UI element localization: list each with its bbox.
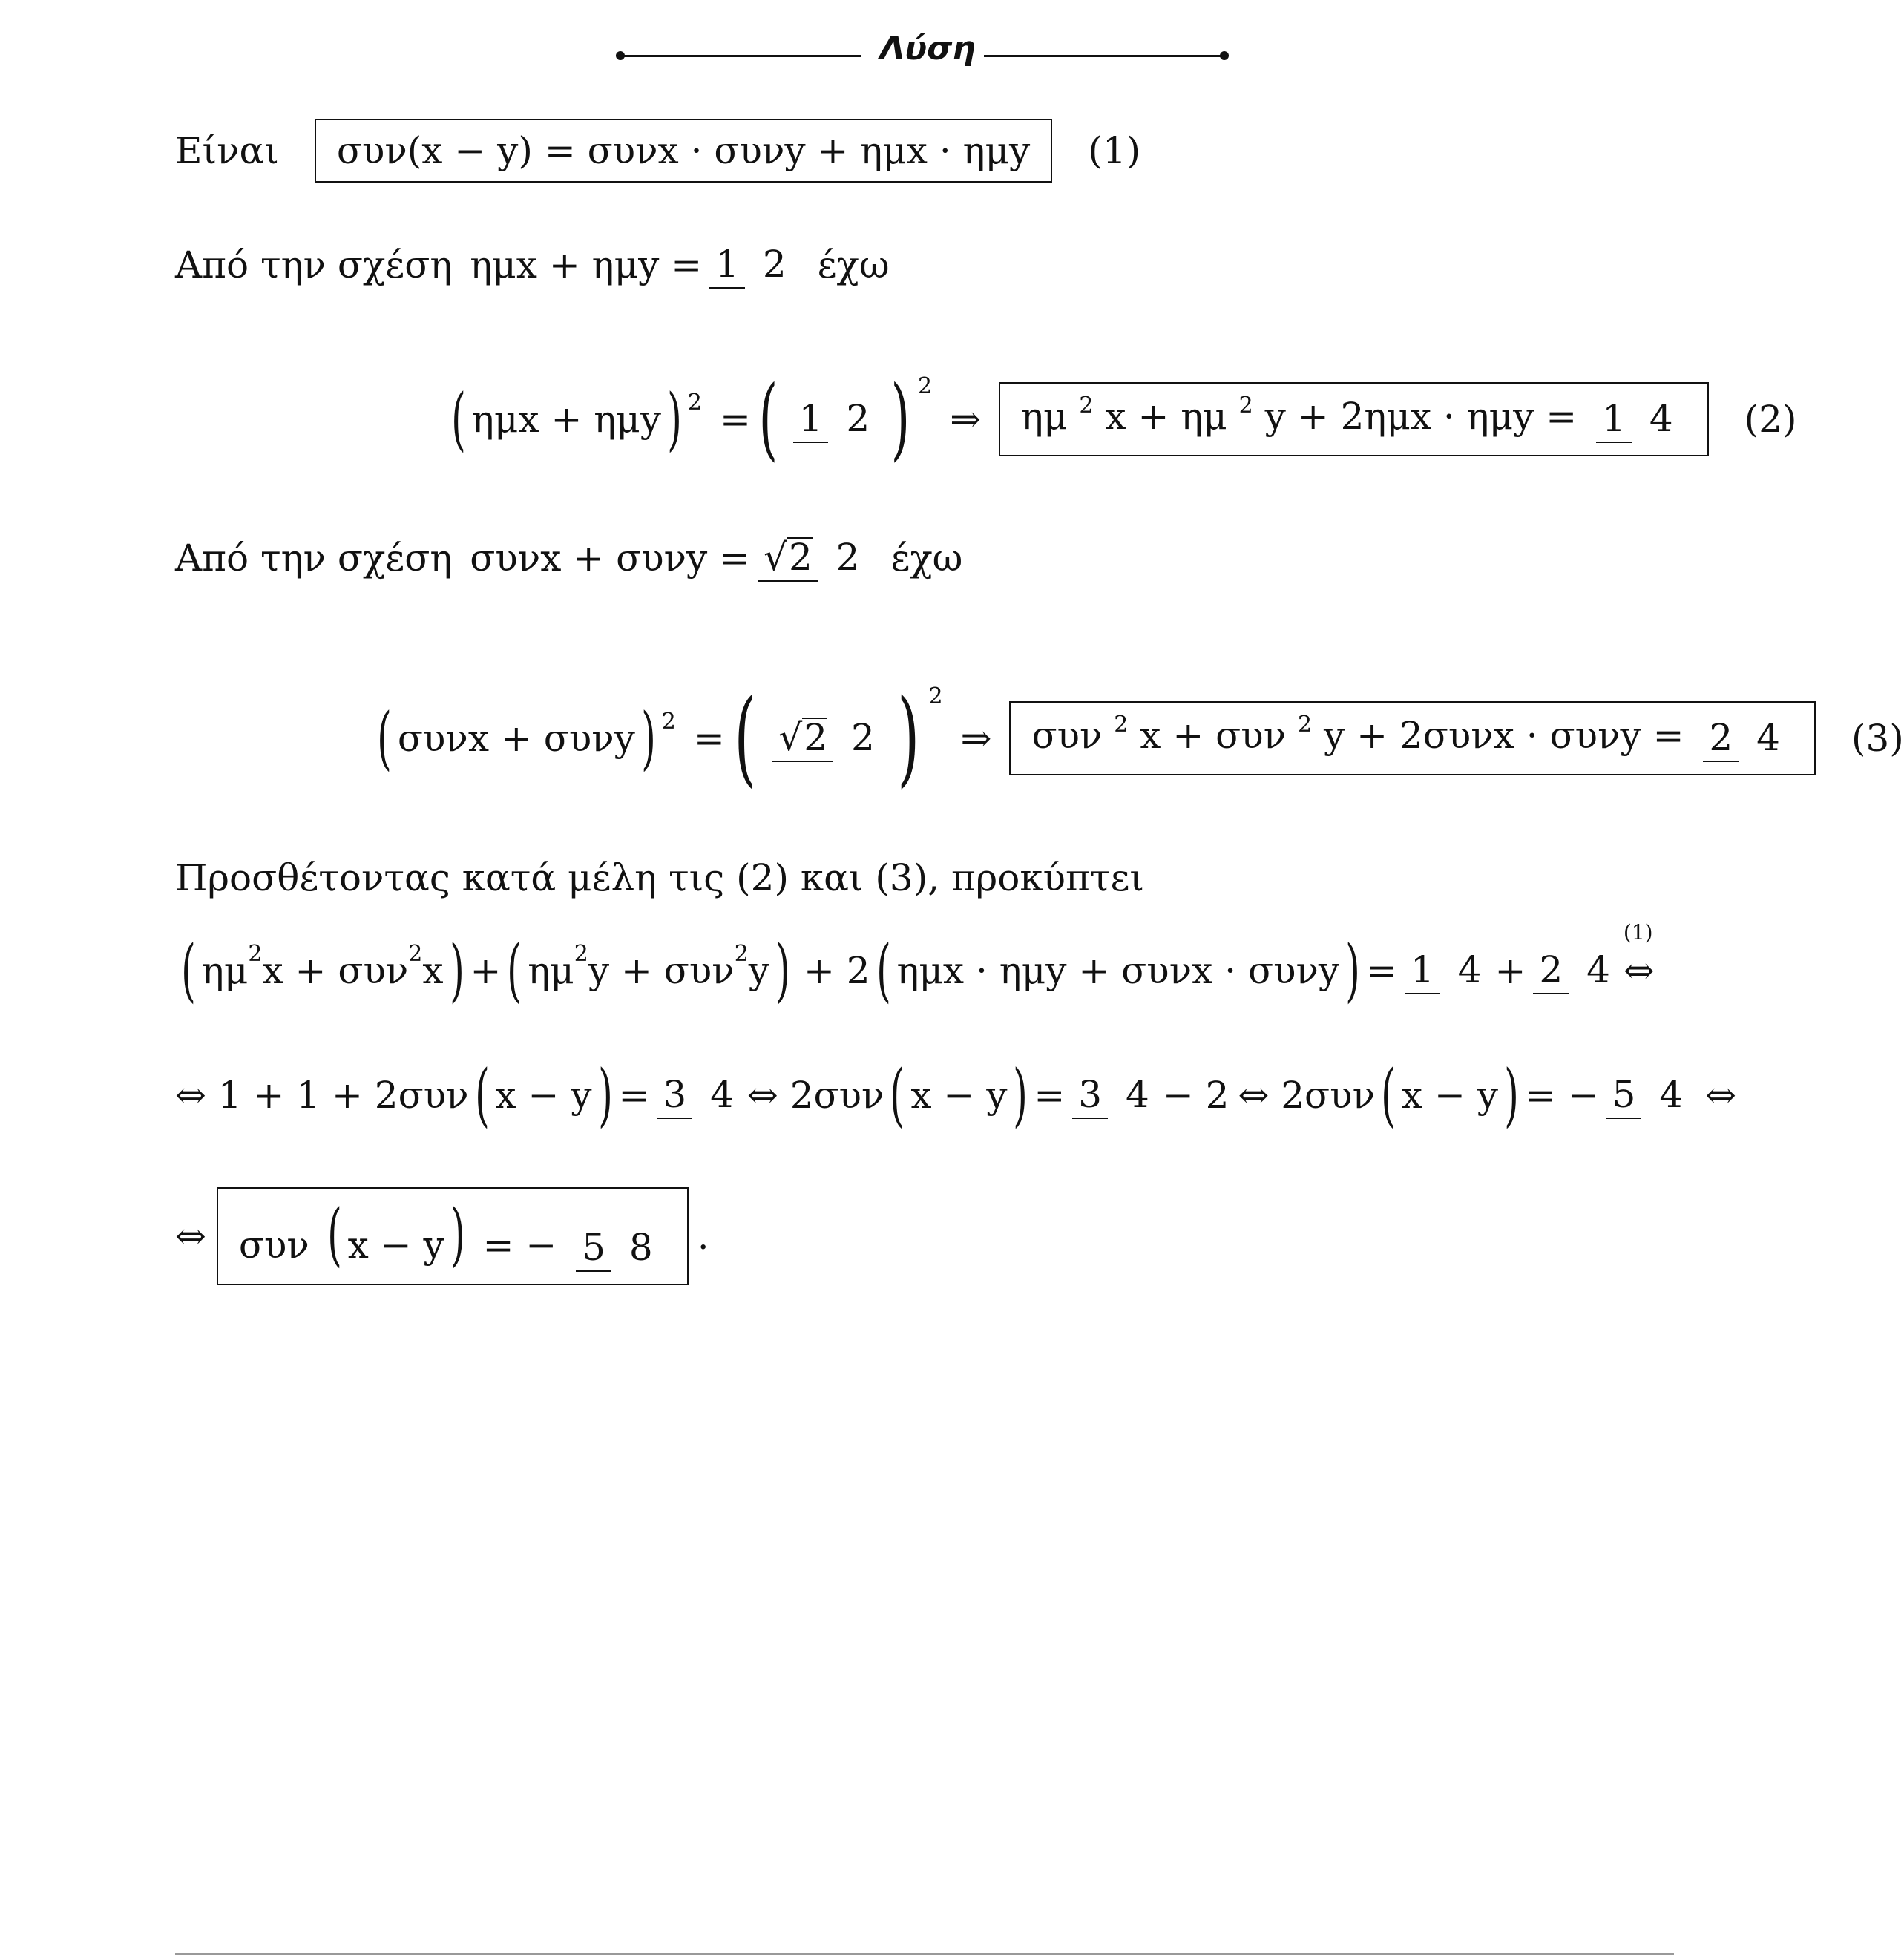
term: x + συν	[1140, 714, 1287, 757]
equation-8: ⇔ 1 + 1 + 2συν ( x − y ) = 3 4 ⇔ 2συν ( x − y ) = 3 4 − 2 ⇔ 2συν ( x − y ) = − 5 4 ⇔	[175, 1055, 1737, 1135]
numerator: 1	[709, 246, 745, 289]
term: y + 2συνx · συνy =	[1324, 714, 1684, 757]
fraction	[1405, 947, 1488, 994]
term: ⇔ 2συν	[1238, 1074, 1375, 1117]
term: y	[748, 949, 770, 992]
exponent: 2	[1298, 712, 1313, 738]
text-line	[175, 856, 1145, 899]
term: συν	[1031, 714, 1103, 757]
exponent: 2	[661, 709, 676, 735]
exponent: 2	[1238, 393, 1253, 419]
fraction	[1533, 947, 1616, 994]
paren: (	[451, 379, 466, 459]
term: − 2	[1162, 1074, 1230, 1117]
lhs: ημx + ημy =	[470, 243, 703, 286]
exponent: 2	[734, 941, 749, 967]
paragraph-text: Προσθέτοντας κατά μέλη τις (2) και (3), προκύπτει	[175, 856, 1145, 899]
operator: + 2	[803, 949, 870, 992]
term: x	[422, 949, 444, 992]
equation-7: ( ημ 2 x + συν 2 x ) + ( ημ 2 y + συν 2 y ) + 2 ( ημx · ημy + συνx · συνy ) = 1 4 + 2 4 (1) ⇔	[181, 920, 1655, 1010]
numerator: √2	[772, 718, 833, 762]
equals: = −	[1524, 1074, 1599, 1117]
term: ⇔ 1 + 1 + 2συν	[175, 1074, 469, 1117]
term: x − y	[347, 1224, 444, 1267]
exponent: 2	[248, 941, 263, 967]
section-header	[0, 30, 1840, 74]
header-right-rule	[984, 55, 1224, 57]
denominator: 2	[762, 243, 787, 286]
exponent: 2	[574, 941, 588, 967]
term: ⇔ 2συν	[746, 1074, 884, 1117]
numerator: 3	[1072, 1076, 1108, 1119]
exponent: 2	[1114, 712, 1129, 738]
numerator: 1	[1405, 951, 1440, 994]
reference-label: (1)	[1623, 920, 1653, 945]
equals: =	[719, 398, 751, 441]
equals: =	[618, 1074, 650, 1117]
equivalence-with-ref	[1623, 920, 1655, 992]
header-left-rule	[620, 55, 861, 57]
exponent: 2	[687, 390, 702, 416]
numerator: 5	[576, 1229, 611, 1272]
equals: = −	[482, 1224, 557, 1267]
paren: )	[667, 379, 682, 459]
equation-final	[175, 1187, 709, 1285]
denominator: 2	[836, 536, 860, 579]
intro-text: Είναι	[175, 129, 279, 172]
exponent: 2	[928, 683, 943, 709]
numerator: √2	[758, 537, 818, 582]
fraction	[758, 534, 865, 582]
exponent: 2	[408, 941, 423, 967]
equation-5: ( συνx + συνy ) 2 = ( √2 2 ) 2 ⇒ συν 2 x + συν 2 y + 2συνx · συνy = 2 4 (3)	[377, 677, 1904, 798]
equivalence-arrow: ⇔	[1705, 1074, 1737, 1117]
fraction	[576, 1224, 659, 1272]
operator: +	[470, 949, 502, 992]
denominator: 4	[1649, 397, 1673, 440]
fraction	[709, 241, 792, 289]
radicand: 2	[788, 536, 813, 579]
fraction	[1072, 1071, 1155, 1119]
numerator: 1	[1596, 400, 1632, 443]
numerator: 2	[1703, 719, 1739, 762]
denominator: 2	[846, 397, 870, 440]
numerator: 3	[657, 1076, 692, 1119]
numerator: 2	[1533, 951, 1569, 994]
term: x − y	[1401, 1074, 1499, 1117]
denominator: 4	[1586, 948, 1610, 991]
denominator: 2	[851, 716, 875, 759]
fraction	[772, 715, 880, 762]
equation-1	[175, 119, 1140, 183]
denominator: 4	[1126, 1073, 1149, 1116]
boxed-final-answer: συν ( x − y) = − 5 8	[217, 1187, 689, 1285]
intro-text: Από την σχέση	[175, 536, 453, 580]
denominator: 4	[1457, 948, 1482, 991]
exponent: 2	[1079, 393, 1094, 419]
equation-3: ( ημx + ημy ) 2 = ( 1 2 ) 2 ⇒ ημ 2 x + ημ 2 y + 2ημx · ημy = 1 4 (2)	[451, 367, 1797, 470]
denominator: 4	[710, 1073, 734, 1116]
header-title: Λύση	[879, 30, 976, 68]
numerator: 1	[793, 400, 829, 443]
equation-2	[175, 241, 890, 289]
outro-text: έχω	[817, 243, 890, 286]
fraction	[1606, 1071, 1690, 1119]
fraction	[1596, 396, 1679, 443]
operator: +	[1494, 949, 1526, 992]
boxed-identity	[315, 119, 1052, 183]
equivalence-arrow: ⇔	[1623, 949, 1655, 992]
equals: =	[1034, 1074, 1066, 1117]
header-right-dot	[1220, 51, 1229, 60]
denominator: 4	[1659, 1073, 1684, 1116]
lhs-body: συνx + συνy	[397, 717, 635, 760]
period: .	[697, 1215, 709, 1258]
footer-rule	[175, 1953, 1674, 1955]
equals: =	[693, 717, 725, 760]
equation-4	[175, 534, 962, 582]
denominator: 8	[628, 1226, 653, 1269]
identity-formula: συν(x − y) = συνx · συνy + ημx · ημy	[336, 129, 1031, 172]
term: ημ	[528, 949, 574, 992]
fraction	[657, 1071, 740, 1119]
boxed-result	[1009, 701, 1815, 775]
implies-arrow: ⇒	[960, 717, 992, 760]
implies-arrow: ⇒	[950, 398, 982, 441]
term: συν	[238, 1224, 309, 1267]
term: x − y	[495, 1074, 592, 1117]
equation-tag: (2)	[1744, 398, 1797, 441]
boxed-result	[999, 382, 1709, 456]
term: x + συν	[262, 949, 409, 992]
term: ημ	[1021, 395, 1068, 438]
equivalence-arrow: ⇔	[175, 1215, 206, 1258]
exponent: 2	[918, 373, 933, 399]
numerator: 5	[1606, 1076, 1642, 1119]
outro-text: έχω	[890, 536, 963, 580]
equation-tag: (3)	[1851, 717, 1904, 760]
term: y + 2ημx · ημy =	[1264, 395, 1578, 438]
equation-tag: (1)	[1088, 129, 1141, 172]
fraction	[1703, 715, 1786, 762]
lhs-body: ημx + ημy	[471, 398, 661, 441]
term: x + ημ	[1105, 395, 1227, 438]
fraction	[793, 396, 876, 443]
lhs: συνx + συνy =	[470, 536, 751, 580]
term: y + συν	[588, 949, 735, 992]
equals: =	[1366, 949, 1397, 992]
denominator: 4	[1756, 716, 1780, 759]
term: ημx · ημy + συνx · συνy	[896, 949, 1340, 992]
term: ημ	[201, 949, 249, 992]
intro-text: Από την σχέση	[175, 243, 453, 286]
term: x − y	[910, 1074, 1008, 1117]
radicand: 2	[804, 716, 828, 759]
